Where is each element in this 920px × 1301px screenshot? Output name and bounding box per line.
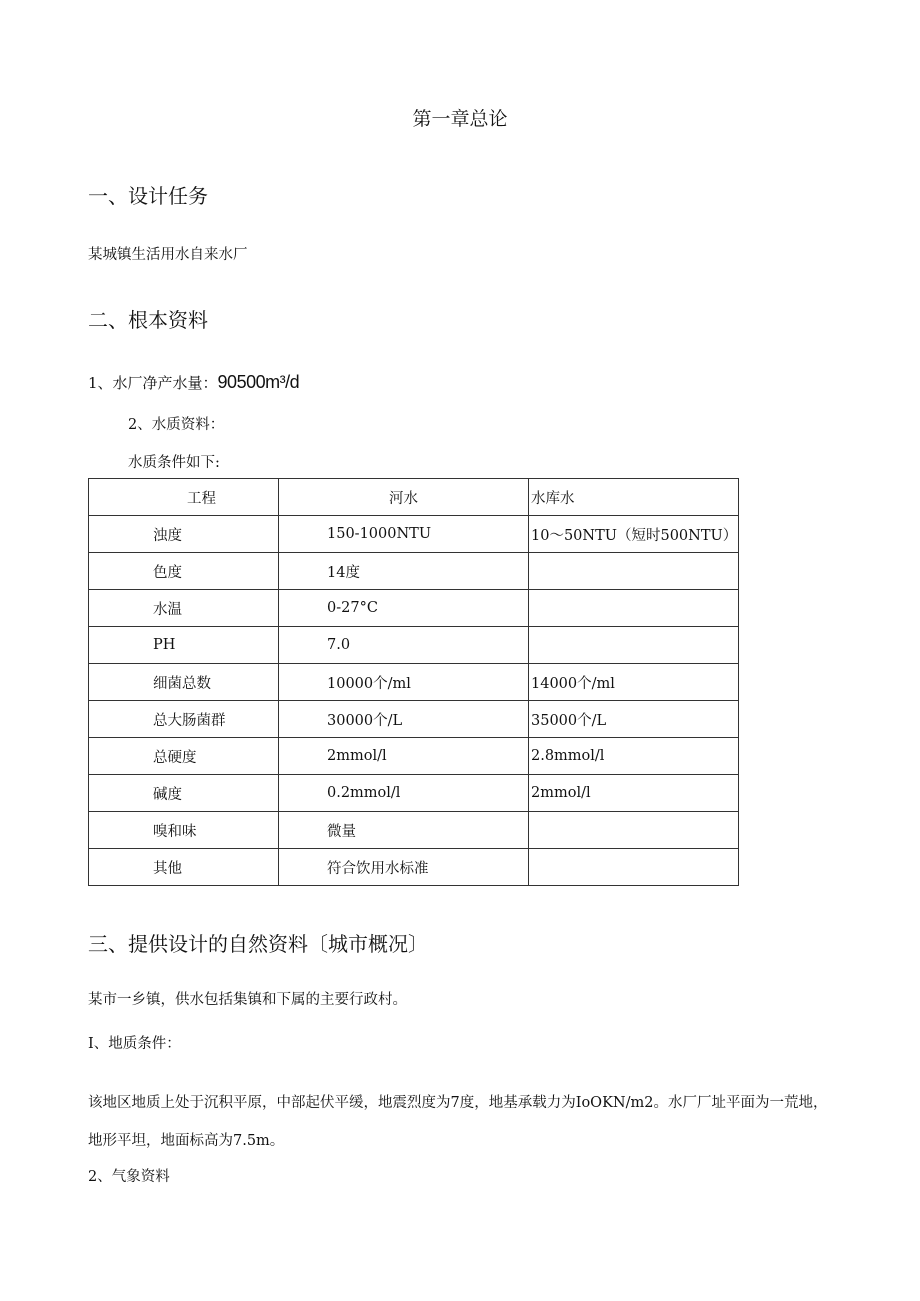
water-quality-table: [88, 478, 739, 886]
table-cell: 10～50NTU（短时500NTU）: [529, 516, 739, 553]
table-cell: 35000个/L: [529, 701, 739, 738]
water-quality-intro: 水质条件如下:: [128, 455, 220, 471]
chapter-title: 第一章总论: [412, 108, 508, 130]
section-2-item-2: 2、水质资料：: [128, 417, 225, 433]
table-cell: PH: [89, 627, 279, 664]
table-cell: 总硬度: [89, 738, 279, 775]
table-row: [89, 849, 739, 886]
geology-paragraph: 该地区地质上处于沉积平原，中部起伏平缓，地震烈度为7度，地基承载力为IoOKN/m2。水厂厂址平面为一荒地，地形平坦，地面标高为7.5m。: [88, 1095, 828, 1149]
table-cell: 14度: [279, 553, 529, 590]
section-3-heading: 三、提供设计的自然资料〔城市概况〕: [88, 932, 428, 956]
table-cell: 2mmol/l: [279, 738, 529, 775]
table-header-row: [89, 479, 739, 516]
section-1-text: 某城镇生活用水自来水厂: [88, 247, 248, 263]
table-cell: 2.8mmol/l: [529, 738, 739, 775]
section-3-item-1: I、地质条件：: [88, 1036, 181, 1052]
table-cell: 嗅和味: [89, 812, 279, 849]
table-cell: [529, 627, 739, 664]
table-cell: [529, 553, 739, 590]
table-cell: [529, 590, 739, 627]
table-header-cell: 工程: [89, 479, 279, 516]
table-cell: 符合饮用水标准: [279, 849, 529, 886]
table-cell: 0-27°C: [279, 590, 529, 627]
table-row: [89, 627, 739, 664]
section-1-heading: 一、设计任务: [88, 184, 208, 208]
table-header-cell: 河水: [279, 479, 529, 516]
table-cell: [529, 849, 739, 886]
table-row: [89, 775, 739, 812]
section-3-item-2: 2、气象资料: [88, 1169, 170, 1185]
table-cell: 2mmol/l: [529, 775, 739, 812]
table-cell: 细菌总数: [89, 664, 279, 701]
table-row: [89, 701, 739, 738]
table-cell: 150-1000NTU: [279, 516, 529, 553]
capacity-label: 1、水厂净产水量：: [88, 374, 218, 392]
table-header-cell: 水库水: [529, 479, 739, 516]
table-cell: [529, 812, 739, 849]
table-cell: 0.2mmol/l: [279, 775, 529, 812]
table-cell: 碱度: [89, 775, 279, 812]
table-cell: 其他: [89, 849, 279, 886]
section-2-heading: 二、根本资料: [88, 308, 208, 332]
table-row: [89, 553, 739, 590]
table-cell: 色度: [89, 553, 279, 590]
table-row: [89, 664, 739, 701]
table-cell: 14000个/ml: [529, 664, 739, 701]
table-cell: 水温: [89, 590, 279, 627]
table-cell: 10000个/ml: [279, 664, 529, 701]
capacity-value: 90500m³/d: [217, 372, 300, 392]
table-cell: 浊度: [89, 516, 279, 553]
table-row: [89, 590, 739, 627]
table-cell: 微量: [279, 812, 529, 849]
water-quality-table-body: [89, 479, 739, 886]
table-row: [89, 516, 739, 553]
table-cell: 30000个/L: [279, 701, 529, 738]
section-3-text: 某市一乡镇，供水包括集镇和下属的主要行政村。: [88, 992, 407, 1008]
table-cell: 7.0: [279, 627, 529, 664]
table-row: [89, 738, 739, 775]
capacity-line: [88, 372, 299, 393]
table-cell: 总大肠菌群: [89, 701, 279, 738]
table-row: [89, 812, 739, 849]
